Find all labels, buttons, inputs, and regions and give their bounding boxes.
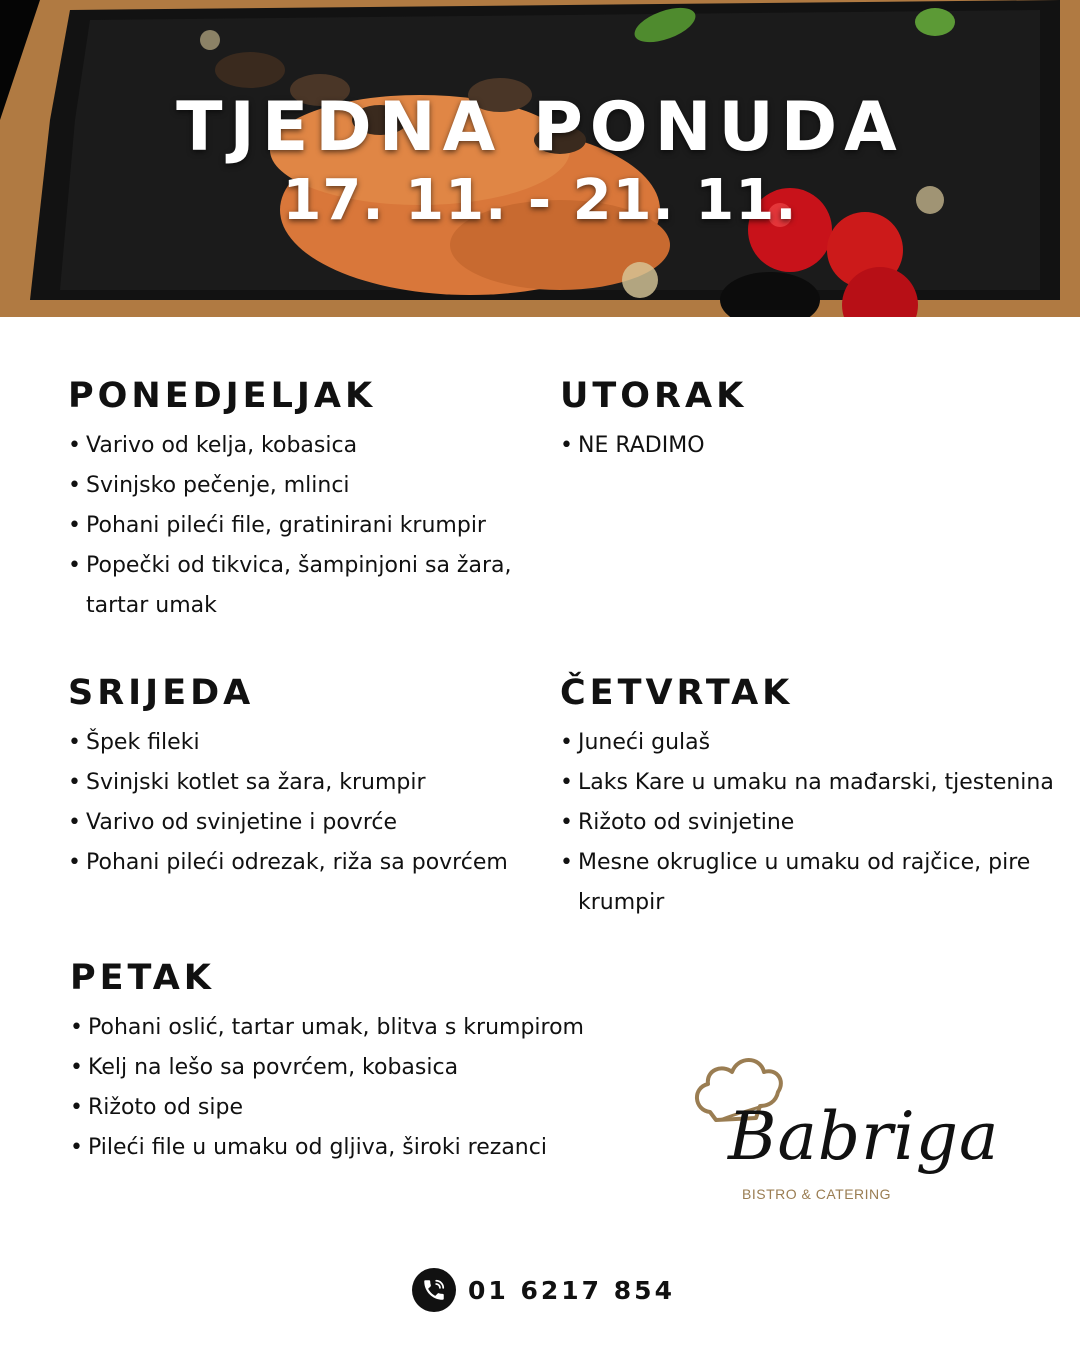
menu-item: • NE RADIMO [560, 426, 1040, 466]
header-banner [0, 0, 1080, 317]
menu-item: • Juneći gulaš [560, 723, 1060, 763]
menu-list [560, 723, 1060, 923]
menu-list [68, 723, 528, 883]
phone-contact[interactable] [412, 1266, 675, 1314]
bullet-icon: • [70, 1135, 83, 1160]
page-title: TJEDNA PONUDA [176, 88, 904, 167]
menu-item: • Pohani pileći odrezak, riža sa povrćem [68, 843, 528, 883]
menu-item: • Varivo od svinjetine i povrće [68, 803, 528, 843]
bullet-icon: • [68, 730, 81, 755]
menu-item: • Pohani oslić, tartar umak, blitva s krumpirom [70, 1008, 610, 1048]
bullet-icon: • [70, 1055, 83, 1080]
menu-item: • Kelj na lešo sa povrćem, kobasica [70, 1048, 610, 1088]
menu-item: • Mesne okruglice u umaku od rajčice, pire krumpir [560, 843, 1060, 923]
bullet-icon: • [560, 810, 573, 835]
bullet-icon: • [68, 810, 81, 835]
menu-item: • Popečki od tikvica, šampinjoni sa žara, tartar umak [68, 546, 518, 626]
phone-icon [412, 1268, 456, 1312]
bullet-icon: • [68, 850, 81, 875]
menu-item: • Pileći file u umaku od gljiva, široki rezanci [70, 1128, 610, 1168]
menu-item: • Varivo od kelja, kobasica [68, 426, 518, 466]
menu-item: • Svinjsko pečenje, mlinci [68, 466, 518, 506]
bullet-icon: • [70, 1095, 83, 1120]
menu-list [560, 426, 1040, 466]
bullet-icon: • [68, 433, 81, 458]
bullet-icon: • [560, 433, 573, 458]
date-range: 17. 11. - 21. 11. [282, 168, 798, 233]
bullet-icon: • [560, 850, 573, 875]
day-title: PETAK [70, 958, 215, 998]
day-section-friday [70, 958, 610, 1168]
bullet-icon: • [560, 770, 573, 795]
day-section-monday [68, 376, 518, 626]
menu-item: • Špek fileki [68, 723, 528, 763]
logo [690, 1050, 1000, 1210]
day-section-wednesday [68, 673, 528, 883]
menu-item: • Pohani pileći file, gratinirani krumpir [68, 506, 518, 546]
day-section-tuesday [560, 376, 1040, 466]
day-title: SRIJEDA [68, 673, 255, 713]
day-title: ČETVRTAK [560, 673, 794, 713]
menu-item: • Svinjski kotlet sa žara, krumpir [68, 763, 528, 803]
day-title: UTORAK [560, 376, 748, 416]
phone-number: 01 6217 854 [468, 1275, 675, 1305]
menu-item: • Laks Kare u umaku na mađarski, tjestenina [560, 763, 1060, 803]
bullet-icon: • [68, 513, 81, 538]
menu-item: • Rižoto od svinjetine [560, 803, 1060, 843]
menu-list [70, 1008, 610, 1168]
bullet-icon: • [68, 473, 81, 498]
day-section-thursday [560, 673, 1060, 923]
bullet-icon: • [70, 1015, 83, 1040]
bullet-icon: • [68, 553, 81, 578]
logo-subtitle: BISTRO & CATERING [742, 1186, 892, 1202]
menu-item: • Rižoto od sipe [70, 1088, 610, 1128]
menu-list [68, 426, 518, 626]
day-title: PONEDJELJAK [68, 376, 377, 416]
bullet-icon: • [68, 770, 81, 795]
logo-name: Babriga [728, 1098, 1000, 1175]
bullet-icon: • [560, 730, 573, 755]
